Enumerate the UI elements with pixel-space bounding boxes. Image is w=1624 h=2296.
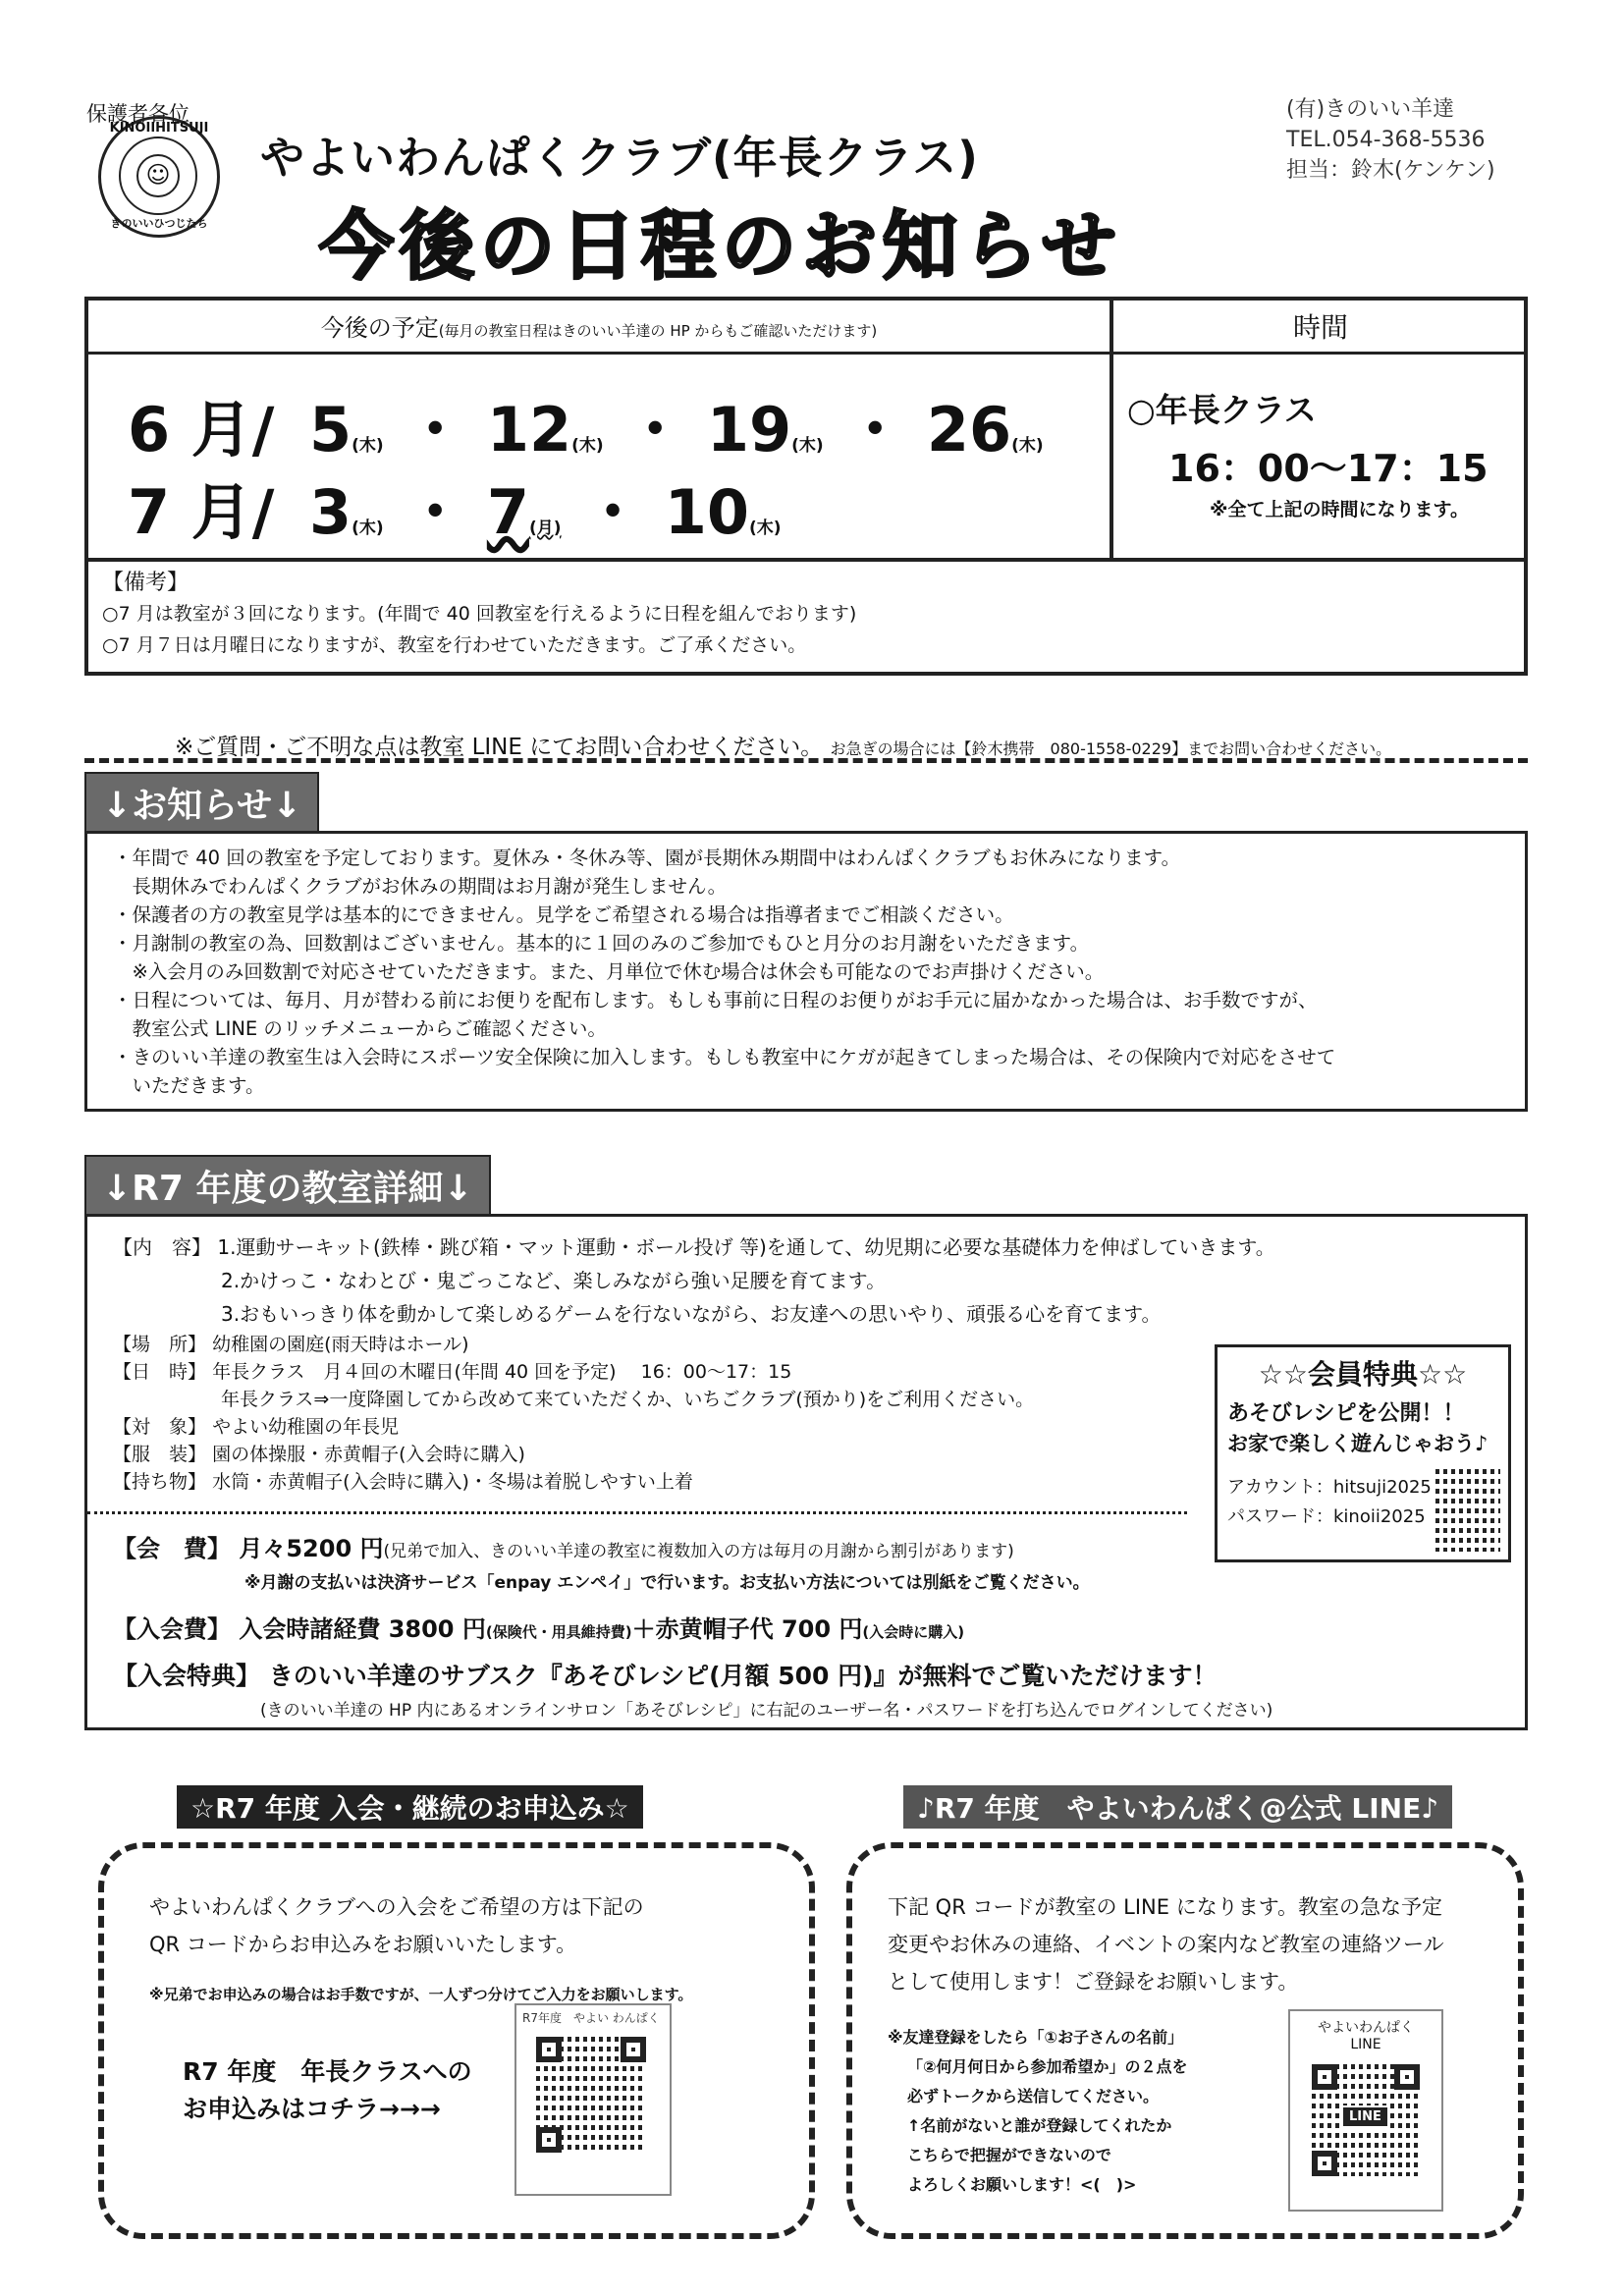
perk-note: (きのいい羊達の HP 内にあるオンラインサロン「あそびレシピ」に右記のユーザー名・パスワードを打ち込んでログインしてください) — [260, 1701, 1273, 1721]
company-tel: TEL.054-368-5536 — [1286, 128, 1486, 152]
line-qr-frame — [1288, 2009, 1443, 2212]
logo — [98, 116, 220, 238]
notice-line: ・日程については、毎月、月が替わる前にお便りを配布します。もしも事前に日程のお便りがお手元に届かなかった場合は、お手数ですが、 — [113, 989, 1318, 1011]
remark-line: ○7 月は教室が３回になります。(年間で 40 回教室を行えるように日程を組んでおります) — [102, 603, 857, 625]
line-qr-caption: やよいわんぱく — [1318, 2020, 1414, 2036]
apply-title: ☆R7 年度 入会・継続のお申込み☆ — [177, 1785, 643, 1829]
apply-text: やよいわんぱくクラブへの入会をご希望の方は下記の — [149, 1895, 644, 1919]
apply-qr-caption: R7年度 やよい わんぱく — [522, 2011, 660, 2025]
july-dates: 7 月/ 3(木) ・ 7(月) ・ 10(木) — [128, 476, 782, 548]
divider — [84, 758, 1528, 763]
apply-box — [98, 1842, 815, 2239]
class-name: ○年長クラス — [1127, 391, 1317, 429]
line-title: ♪R7 年度 やよいわんぱく@公式 LINE♪ — [903, 1785, 1452, 1829]
line-notes: ※友達登録をしたら「①お子さんの名前」 「②何月何日から参加希望か」の２点を 必ずトークから送信してください。 ↑名前がないと誰が登録してくれたか こちらで把握ができないので よろしくお願いします！<( )> — [888, 2028, 1188, 2194]
notice-line: ・年間で 40 回の教室を予定しております。夏休み・冬休み等、園が長期休み期間中はわんぱくクラブもお休みになります。 — [113, 847, 1181, 869]
perk-row: 【入会特典】 きのいい羊達のサブスク『あそびレシピ(月額 500 円)』が無料でご覧いただけます！ — [113, 1662, 1218, 1690]
join-fee-row: 【入会費】 入会時諸経費 3800 円(保険代・用具維持費)＋赤黄帽子代 700 円(入会時に購入) — [113, 1615, 965, 1643]
main-title: 今後の日程のお知らせ — [319, 202, 1122, 290]
notice-title: ↓お知らせ↓ — [84, 772, 319, 834]
member-password: パスワード：kinoii2025 — [1227, 1506, 1426, 1527]
member-perk-line: あそびレシピを公開！！ — [1227, 1401, 1465, 1426]
line-text: 変更やお休みの連絡、イベントの案内など教室の連絡ツール — [888, 1933, 1444, 1956]
member-perk-line: お家で楽しく遊んじゃおう♪ — [1227, 1432, 1489, 1455]
june-dates: 6 月/ 5(木) ・ 12(木) ・ 19(木) ・ 26(木) — [128, 394, 1044, 465]
logo-text-bottom: きのいいひつじたち — [110, 217, 208, 230]
remark-title: 【備考】 — [102, 571, 189, 595]
notice-line: 教室公式 LINE のリッチメニューからご確認ください。 — [113, 1017, 607, 1040]
member-qr-code[interactable] — [1435, 1469, 1500, 1552]
notice-line: ・月謝制の教室の為、回数割はございません。基本的に１回のみのご参加でもひと月分のお月謝をいただきます。 — [113, 932, 1090, 955]
company-contact: 担当：鈴木(ケンケン) — [1286, 158, 1495, 183]
notice-line: いただきます。 — [113, 1074, 265, 1097]
line-logo-icon: LINE — [1341, 2105, 1389, 2128]
line-box — [846, 1842, 1524, 2239]
time-note: ※全て上記の時間になります。 — [1210, 499, 1469, 520]
inquiry-note: ※ご質問・ご不明な点は教室 LINE にてお問い合わせください。 お急ぎの場合には【鈴木携帯 080-1558-0229】までお問い合わせください。 — [175, 735, 1392, 760]
time-header: 時間 — [1292, 311, 1348, 344]
line-qr-code[interactable] — [1312, 2064, 1420, 2176]
fee-row: 【会 費】 月々5200 円(兄弟で加入、きのいい羊達の教室に複数加入の方は毎月の月謝から割引があります) — [113, 1535, 1014, 1562]
member-perk-box — [1215, 1344, 1511, 1562]
line-qr-caption: LINE — [1350, 2037, 1381, 2052]
notice-line: ・保護者の方の教室見学は基本的にできません。見学をご希望される場合は指導者までご相談ください。 — [113, 903, 1014, 926]
schedule-header: 今後の予定(毎月の教室日程はきのいい羊達の HP からもご確認いただけます) — [320, 314, 878, 342]
notice-box — [84, 831, 1528, 1112]
member-account: アカウント：hitsuji2025 — [1227, 1477, 1432, 1498]
company-name: (有)きのいい羊達 — [1286, 97, 1455, 122]
detail-divider — [87, 1511, 1187, 1514]
line-text: 下記 QR コードが教室の LINE になります。教室の急な予定 — [888, 1895, 1443, 1919]
remark-line: ○7 月７日は月曜日になりますが、教室を行わせていただきます。ご了承ください。 — [102, 634, 807, 656]
logo-text-top: KINOIIHITSUJI — [109, 121, 209, 136]
line-text: として使用します！ご登録をお願いします。 — [888, 1970, 1299, 1994]
schedule-box — [84, 297, 1528, 676]
addressee: 保護者各位 — [86, 102, 189, 126]
notice-line: ・きのいい羊達の教室生は入会時にスポーツ安全保険に加入します。もしも教室中にケガが起きてしまった場合は、その保険内で対応をさせて — [113, 1046, 1336, 1068]
fee-pay-note: ※月謝の支払いは決済サービス「enpay エンペイ」で行います。お支払い方法については別紙をご覧ください。 — [244, 1573, 1090, 1593]
company-info — [1286, 94, 1495, 186]
apply-qr-frame — [514, 2003, 672, 2196]
apply-text: QR コードからお申込みをお願いいたします。 — [149, 1933, 577, 1956]
detail-box: 【内 容】 1.運動サーキット(鉄棒・跳び箱・マット運動・ボール投げ 等)を通して、幼児期に必要な基礎体力を伸ばしていきます。 2.かけっこ・なわとび・鬼ごっこなど、楽しみながら強い足腰を育てます。 3.おもいっきり体を動かして楽しめるゲームを行ないながら、お友達への思いやり、頑張る心を育てます。 【場 所】 幼稚園の園庭(雨天時はホール) 【日 時】 年長クラス 月４回の木曜日(年間 40 回を予定) 16：00〜17：15 年長クラス⇒一度降園してから改めて来ていただくか、いちごクラブ(預かり)をご利用ください。 【対 象】 やよい幼稚園の年長児 【服 装】 園の体操服・赤黄帽子(入会時に購入) 【持ち物】 水筒・赤黄帽子(入会時に購入)・冬場は着脱しやすい上着 【会 費】 月々5200 円(兄弟で加入、きのいい羊達の教室に複数加入の方は毎月の月謝から割引があります) ※月謝の支払いは決済サービス「enpay エンペイ」で行います。お支払い方法については別紙をご覧ください。 【入会費】 入会時諸経費 3800 円(保険代・用具維持費)＋赤黄帽子代 700 円(入会時に購入) 【入会特典】 きのいい羊達のサブスク『あそびレシピ(月額 500 円)』が無料でご覧いただけます！ (きのいい羊達の HP 内にあるオンラインサロン「あそびレシピ」に右記のユーザー名・パスワードを打ち込んでログインしてください) ☆☆会員特典☆☆ あそびレシピを公開！！ お家で楽しく遊んじゃおう♪ アカウント：hitsuji2025 パスワード：kinoii2025 — [84, 1214, 1528, 1730]
club-title: やよいわんぱくクラブ(年長クラス) — [260, 132, 979, 184]
apply-cta: お申込みはコチラ→→→ — [183, 2095, 441, 2123]
member-perk-title: ☆☆会員特典☆☆ — [1258, 1358, 1468, 1391]
apply-qr-code[interactable] — [536, 2037, 646, 2153]
notice-line: ※入会月のみ回数割で対応させていただきます。また、月単位で休む場合は休会も可能なのでお声掛けください。 — [113, 960, 1105, 983]
apply-cta: R7 年度 年長クラスへの — [183, 2057, 472, 2086]
detail-title: ↓R7 年度の教室詳細↓ — [84, 1155, 491, 1217]
sheep-face-icon: ☺ — [136, 154, 180, 197]
apply-note: ※兄弟でお申込みの場合はお手数ですが、一人ずつ分けてご入力をお願いします。 — [149, 1986, 693, 2003]
class-time: 16：00〜17：15 — [1168, 447, 1489, 490]
notice-line: 長期休みでわんぱくクラブがお休みの期間はお月謝が発生しません。 — [113, 875, 728, 898]
